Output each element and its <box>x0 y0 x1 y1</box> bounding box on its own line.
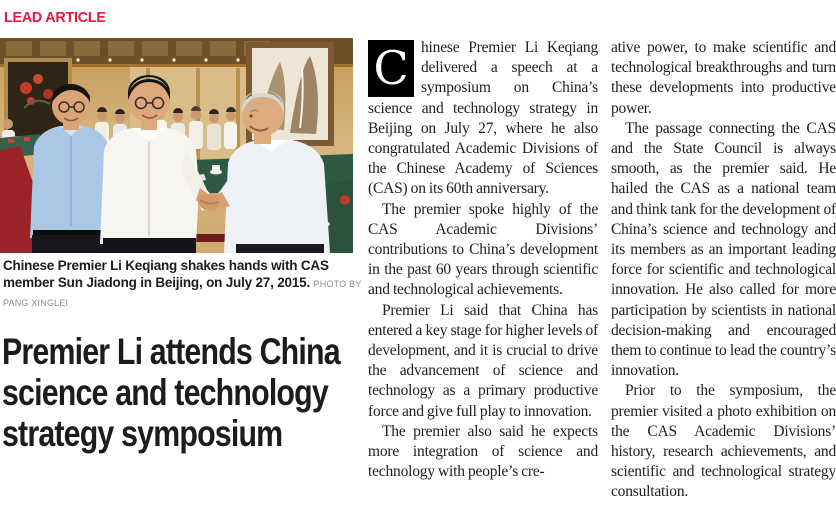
paragraph: Premier Li said that China has entered a key stage for higher levels of development, and it is crucial to drive the advancement of science and technology as a primary productive force and give full play to innovation. <box>368 301 598 420</box>
paragraph: The premier also said he expects more integration of science and technology with people’s cre- <box>368 422 598 481</box>
article-photo <box>0 38 353 253</box>
drop-cap: C <box>368 40 414 97</box>
body-column-2 <box>611 38 836 503</box>
paragraph-text: hinese Premier Li Keqiang delivered a speech at a symposium on China’s science and technology strategy in Beijing on July 27, where he also congratulated Academic Divisions of the Chinese Academy of Sciences (CAS) on its 60th anniversary. <box>368 39 598 198</box>
paragraph: ative power, to make scientific and technological breakthroughs and turn these developments into productive power. <box>611 39 836 117</box>
headline-line-1: Premier Li attends China <box>2 331 340 372</box>
paragraph <box>368 38 598 200</box>
caption-text: Chinese Premier Li Keqiang shakes hands with CAS member Sun Jiadong in Beijing, on July 27, 2015. <box>3 258 329 290</box>
paragraph: Prior to the symposium, the premier visited a photo exhibition on the CAS Academic Divisions’ history, research achievements, and scientific and technological strategy consultation. <box>611 382 836 501</box>
headline-line-2: science and technology <box>2 372 328 413</box>
paragraph: The passage connecting the CAS and the State Council is always smooth, as the premier said. He hailed the CAS as a national team and think tank for the development of China’s science and technology and its members as an important leading force for scientific and technological innovation. He also called for more participation by scientists in national decision-making and encouraged them to continue to lead the country’s innovation. <box>611 119 836 380</box>
headline-line-3: strategy symposium <box>2 413 283 454</box>
photo-caption <box>3 257 367 312</box>
article-headline <box>2 331 414 454</box>
photo-illustration <box>0 38 353 253</box>
paragraph: The premier spoke highly of the CAS Academic Divisions’ contributions to China’s development in the past 60 years through scientific and technological achievements. <box>368 200 598 299</box>
body-column-1 <box>368 38 598 482</box>
photo-credit: PHOTO BY PANG XINGLEI <box>3 279 362 308</box>
section-kicker: LEAD ARTICLE <box>4 9 106 26</box>
